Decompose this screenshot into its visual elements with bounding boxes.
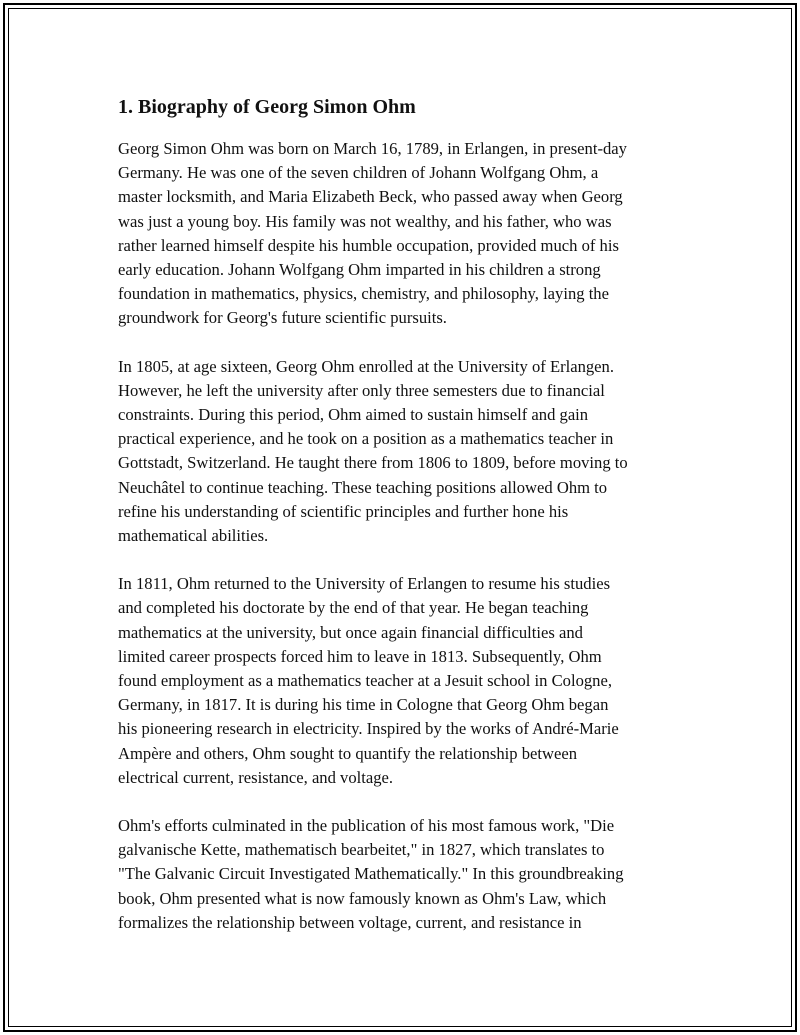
text-line: Georg Simon Ohm was born on March 16, 1789, in Erlangen, in present-day: [118, 139, 627, 158]
text-line: his pioneering research in electricity. Inspired by the works of André-Marie: [118, 719, 619, 739]
text-line: Gottstadt, Switzerland. He taught there from 1806 to 1809, before moving to: [118, 453, 628, 473]
document-body: [118, 94, 688, 959]
paragraph-list: [118, 137, 688, 935]
text-line: However, he left the university after only three semesters due to financial: [118, 380, 605, 400]
text-line: constraints. During this period, Ohm aimed to sustain himself and gain: [118, 405, 589, 425]
paragraph: [118, 572, 688, 790]
paragraph: [118, 137, 688, 331]
section-title: 1. Biography of Georg Simon Ohm: [118, 96, 416, 118]
text-line: Neuchâtel to continue teaching. These teaching positions allowed Ohm to: [118, 477, 608, 497]
text-line: found employment as a mathematics teacher at a Jesuit school in Cologne,: [118, 671, 612, 691]
text-line: In 1805, at age sixteen, Georg Ohm enrolled at the University of Erlangen.: [118, 356, 614, 376]
text-line: practical experience, and he took on a position as a mathematics teacher in: [118, 429, 614, 449]
text-line: rather learned himself despite his humble occupation, provided much of his: [118, 235, 619, 255]
text-line: was just a young boy. His family was not wealthy, and his father, who was: [118, 211, 612, 231]
text-line: mathematical abilities.: [118, 526, 269, 546]
text-line: groundwork for Georg's future scientific pursuits.: [118, 308, 447, 328]
text-line: early education. Johann Wolfgang Ohm imparted in his children a strong: [118, 260, 601, 280]
text-line: Germany, in 1817. It is during his time in Cologne that Georg Ohm began: [118, 695, 609, 715]
text-line: "The Galvanic Circuit Investigated Mathematically." In this groundbreaking: [118, 864, 624, 884]
text-line: refine his understanding of scientific principles and further hone his: [118, 501, 569, 521]
text-line: and completed his doctorate by the end of that year. He began teaching: [118, 598, 589, 618]
text-line: master locksmith, and Maria Elizabeth Beck, who passed away when Georg: [118, 187, 623, 207]
text-line: Ampère and others, Ohm sought to quantify the relationship between: [118, 743, 577, 763]
text-line: Ohm's efforts culminated in the publication of his most famous work, "Die: [118, 816, 615, 836]
text-line: galvanische Kette, mathematisch bearbeitet," in 1827, which translates to: [118, 840, 605, 860]
text-line: formalizes the relationship between voltage, current, and resistance in: [118, 912, 582, 932]
text-line: mathematics at the university, but once again financial difficulties and: [118, 622, 583, 642]
paragraph: [118, 814, 688, 935]
text-line: In 1811, Ohm returned to the University of Erlangen to resume his studies: [118, 574, 611, 594]
text-line: limited career prospects forced him to leave in 1813. Subsequently, Ohm: [118, 646, 602, 666]
text-line: electrical current, resistance, and voltage.: [118, 767, 394, 787]
text-line: Germany. He was one of the seven children of Johann Wolfgang Ohm, a: [118, 163, 599, 183]
text-line: book, Ohm presented what is now famously known as Ohm's Law, which: [118, 888, 607, 908]
paragraph: [118, 355, 688, 549]
text-line: foundation in mathematics, physics, chemistry, and philosophy, laying the: [118, 284, 609, 304]
